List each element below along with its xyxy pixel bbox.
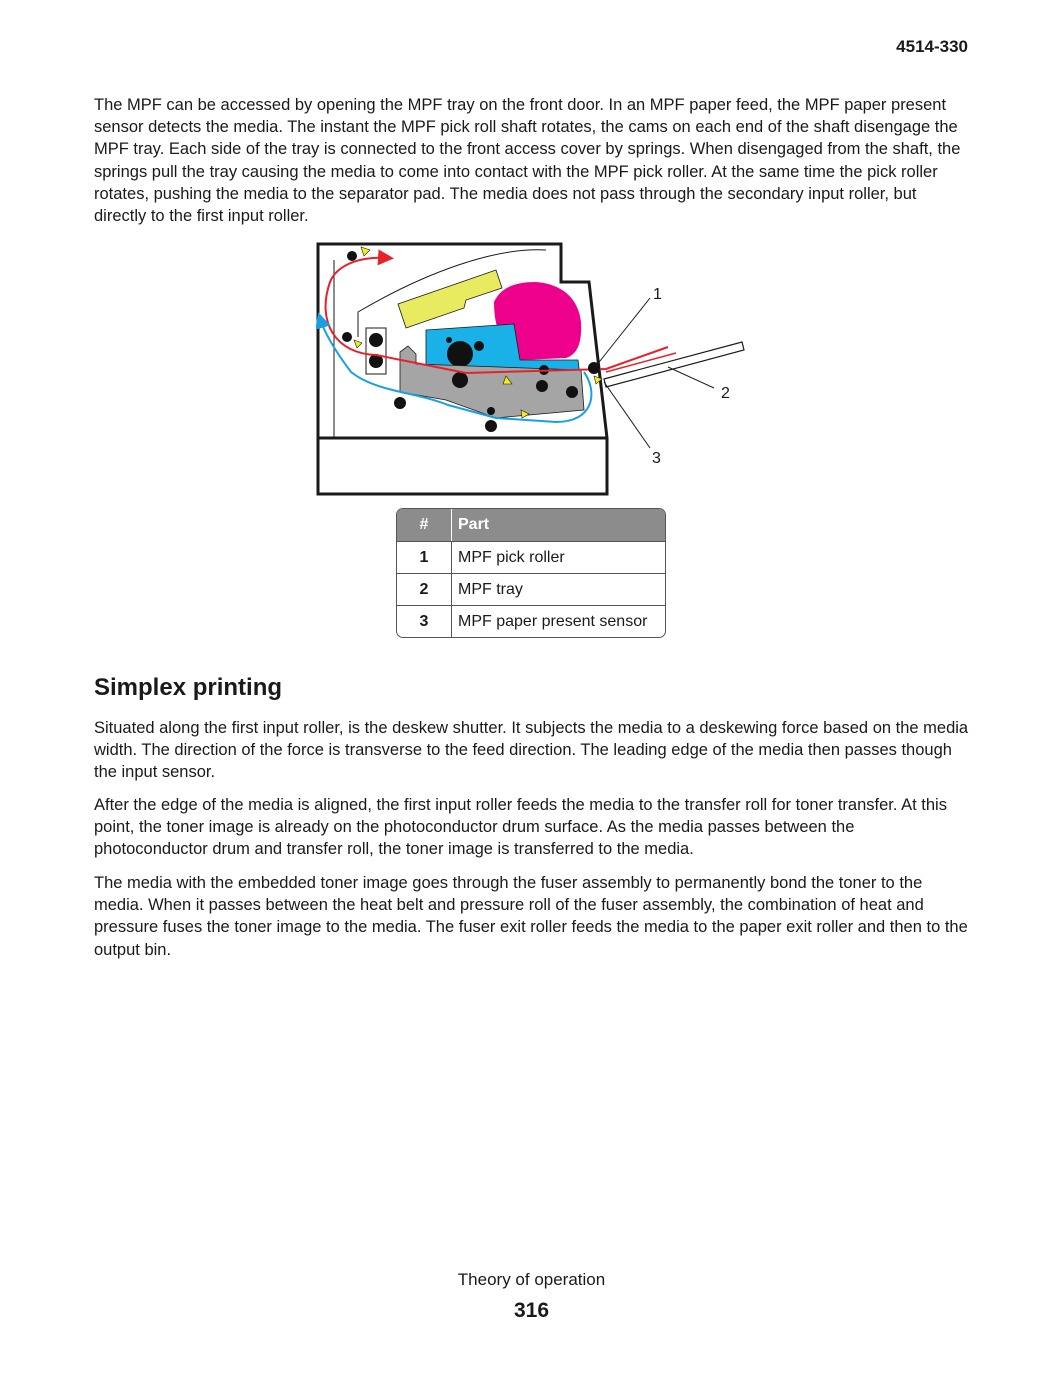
part-name: MPF tray: [452, 573, 665, 605]
intro-paragraph: The MPF can be accessed by opening the MPF tray on the front door. In an MPF paper feed, the MPF paper present sensor detects the media. The instant the MPF pick roll shaft rotates, the cams on each end of the shaft disengage the MPF tray. Each side of the tray is connected to the front access cover by springs. When disengaged from the shaft, the springs pull the tray causing the media to come into contact with the MPF pick roller. At the same time the pick roller rotates, pushing the media to the separator pad. The media does not pass through the secondary input roller, but directly to the first input roller.: [94, 96, 961, 226]
part-name: MPF pick roller: [452, 541, 665, 573]
part-number: 3: [397, 605, 452, 637]
table-row: [397, 605, 665, 637]
table-header-row: [397, 509, 665, 541]
callout-1: 1: [653, 286, 662, 303]
body-paragraph: After the edge of the media is aligned, the first input roller feeds the media to the transfer roll for toner transfer. At this point, the toner image is already on the photoconductor drum surface. As the media passes between the photoconductor drum and transfer roll, the toner image is transferred to the media.: [94, 796, 947, 859]
callout-3: 3: [652, 450, 661, 467]
table-row: [397, 541, 665, 573]
parts-table: [396, 508, 666, 638]
mpf-tray: [604, 342, 744, 387]
body-paragraph: The media with the embedded toner image goes through the fuser assembly to permanently bond the toner to the media. When it passes between the heat belt and pressure roll of the fuser assembly, the combination of heat and pressure fuses the toner image to the media. The fuser exit roller feeds the media to the paper exit roller and then to the output bin.: [94, 874, 968, 959]
table-row: [397, 573, 665, 605]
mpf-paper-path-diagram: [316, 242, 746, 497]
column-header-number: #: [397, 509, 452, 541]
document-id: 4514-330: [896, 37, 968, 56]
part-number: 2: [397, 573, 452, 605]
callout-2: 2: [721, 385, 730, 402]
body-paragraph: Situated along the first input roller, is the deskew shutter. It subjects the media to a deskewing force based on the media width. The direction of the force is transverse to the feed direction. The leading edge of the media then passes though the input sensor.: [94, 719, 969, 782]
page-number: 316: [513, 1299, 550, 1322]
footer-title: Theory of operation: [457, 1270, 606, 1289]
column-header-part: Part: [452, 509, 665, 541]
part-number: 1: [397, 541, 452, 573]
section-heading: Simplex printing: [94, 674, 283, 701]
part-name: MPF paper present sensor: [452, 605, 665, 637]
